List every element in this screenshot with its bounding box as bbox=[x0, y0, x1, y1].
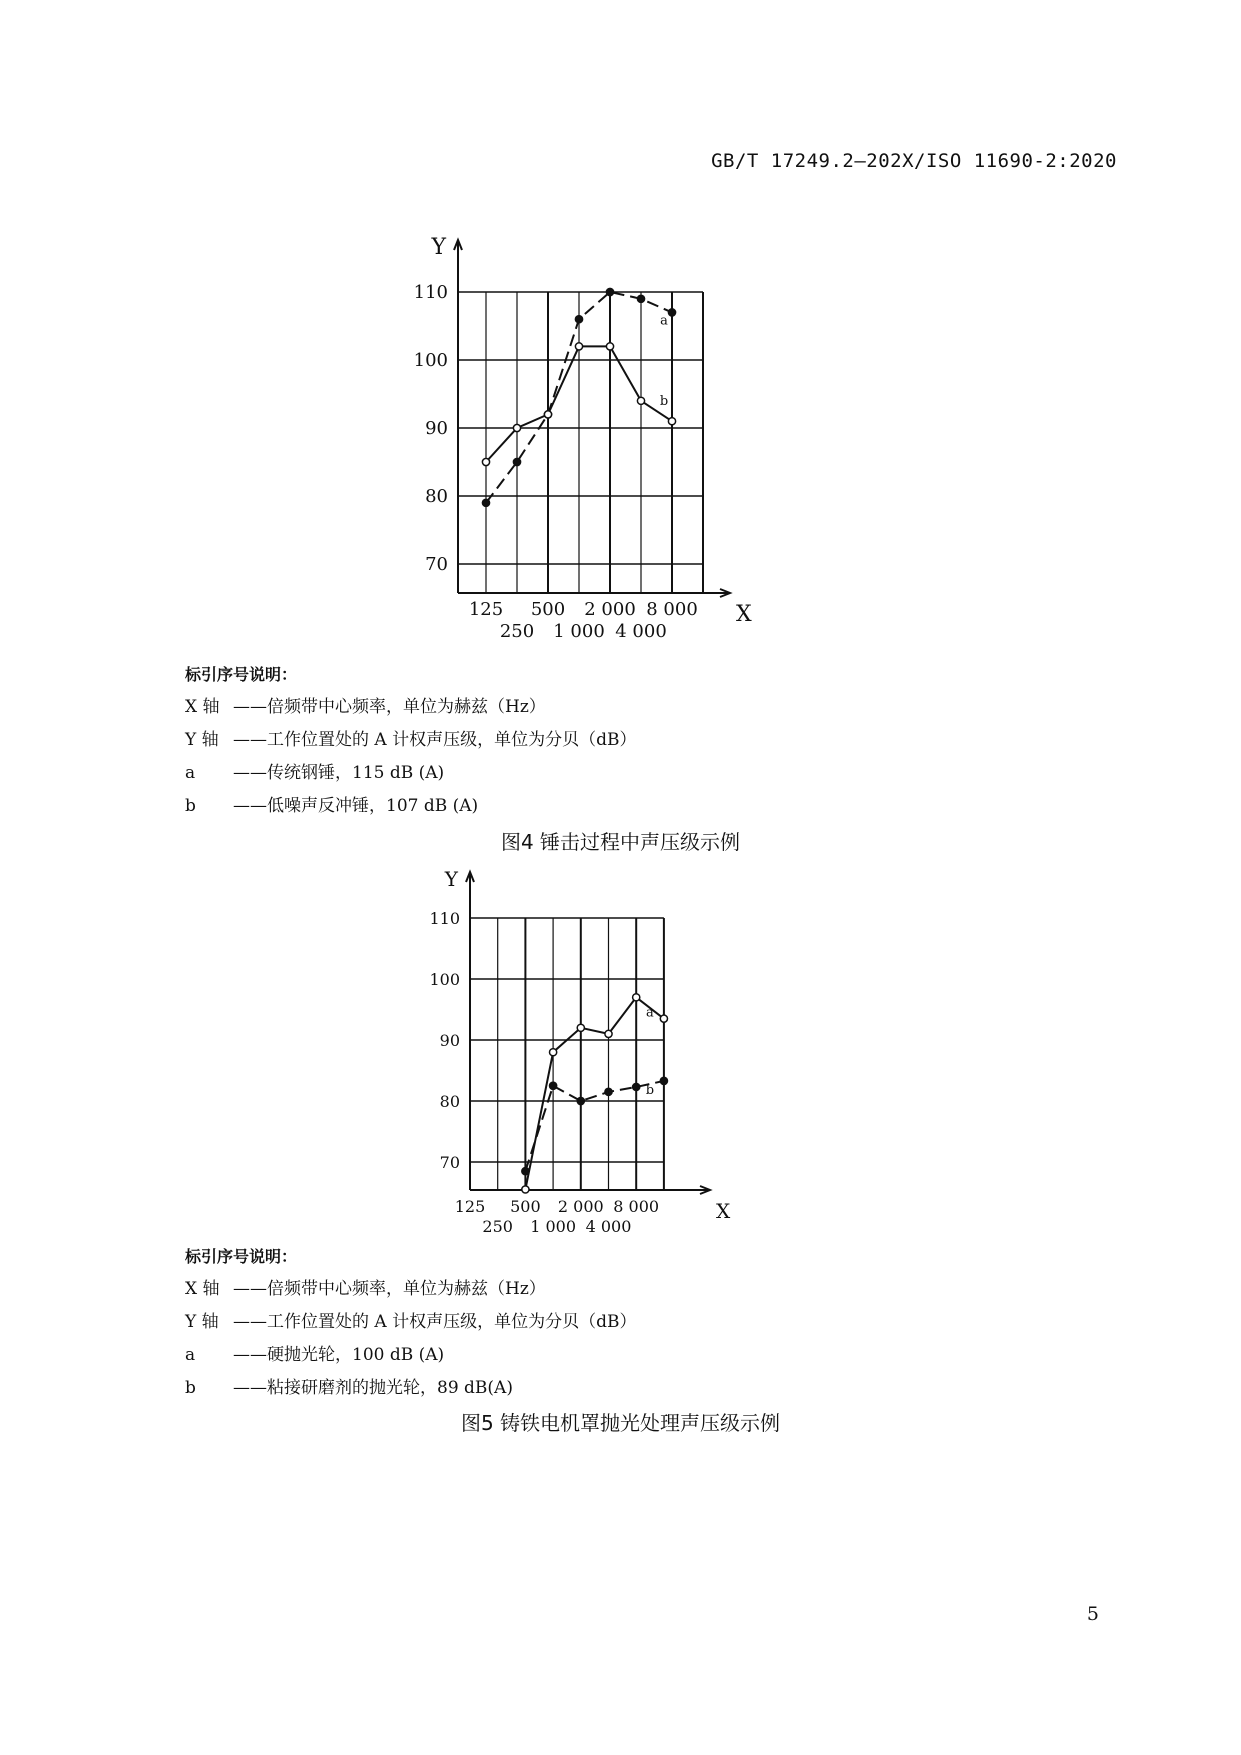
data-point-b bbox=[637, 397, 644, 404]
y-axis-label: Y bbox=[431, 235, 446, 260]
y-tick-label: 90 bbox=[439, 1031, 460, 1050]
figure4-chart bbox=[400, 228, 760, 658]
legend-key: b bbox=[185, 1378, 196, 1398]
data-point-a bbox=[633, 994, 640, 1001]
legend-key: Y 轴 bbox=[185, 1312, 219, 1332]
page-number: 5 bbox=[1086, 1603, 1099, 1625]
legend-item-x bbox=[185, 691, 636, 724]
x-axis-label: X bbox=[716, 1199, 731, 1223]
data-point-a bbox=[575, 316, 582, 323]
data-point-a bbox=[577, 1024, 584, 1031]
x-tick-label: 125 bbox=[454, 1197, 486, 1216]
x-tick-label: 4 000 bbox=[615, 621, 667, 642]
x-tick-label: 500 bbox=[530, 599, 566, 620]
y-tick-label: 80 bbox=[425, 486, 448, 507]
x-tick-label: 500 bbox=[510, 1197, 541, 1216]
x-tick-label: 2 000 bbox=[584, 599, 636, 620]
x-tick-label: 250 bbox=[499, 621, 535, 642]
y-tick-label: 110 bbox=[429, 909, 460, 928]
data-point-b bbox=[633, 1083, 640, 1090]
x-tick-label: 8 000 bbox=[613, 1197, 660, 1216]
legend-text: ——倍频带中心频率，单位为赫兹（Hz） bbox=[233, 1279, 546, 1299]
data-point-b bbox=[482, 458, 489, 465]
legend-key: X 轴 bbox=[185, 697, 220, 717]
data-point-b bbox=[544, 411, 551, 418]
data-point-b bbox=[668, 418, 675, 425]
x-tick-label: 8 000 bbox=[646, 599, 698, 620]
legend-item-b bbox=[185, 790, 636, 823]
y-tick-label: 110 bbox=[413, 282, 448, 303]
data-point-a bbox=[660, 1015, 667, 1022]
data-point-b bbox=[577, 1097, 584, 1104]
x-tick-label: 1 000 bbox=[553, 621, 605, 642]
series-line-b bbox=[525, 1081, 664, 1171]
x-tick-label: 1 000 bbox=[530, 1217, 577, 1236]
figure5-caption: 图5 铸铁电机罩抛光处理声压级示例 bbox=[460, 1411, 781, 1435]
y-tick-label: 80 bbox=[439, 1092, 460, 1111]
y-tick-label: 90 bbox=[425, 418, 448, 439]
data-point-a bbox=[550, 1049, 557, 1056]
series-label-b: b bbox=[645, 1082, 655, 1098]
legend-title: 标引序号说明： bbox=[185, 665, 298, 684]
x-tick-label: 125 bbox=[468, 599, 504, 620]
data-point-a bbox=[605, 1030, 612, 1037]
figure5-chart bbox=[400, 862, 760, 1242]
data-point-a bbox=[668, 309, 675, 316]
figure5-chart-svg bbox=[400, 862, 760, 1242]
legend-text: ——粘接研磨剂的抛光轮，89 dB(A) bbox=[233, 1378, 513, 1398]
data-point-a bbox=[513, 458, 520, 465]
data-point-a bbox=[606, 288, 613, 295]
legend-item-y bbox=[185, 724, 636, 757]
series-line-a bbox=[525, 997, 664, 1189]
figure4-caption: 图4 锤击过程中声压级示例 bbox=[500, 830, 741, 854]
legend-key: a bbox=[185, 1345, 196, 1365]
figure4-legend bbox=[185, 658, 636, 823]
y-axis-label: Y bbox=[444, 867, 458, 891]
data-point-b bbox=[605, 1088, 612, 1095]
series-label-a: a bbox=[660, 313, 668, 329]
figure5-legend bbox=[185, 1240, 636, 1405]
legend-item-a bbox=[185, 757, 636, 790]
y-tick-label: 70 bbox=[439, 1153, 460, 1172]
x-tick-label: 2 000 bbox=[557, 1197, 604, 1216]
data-point-a bbox=[522, 1186, 529, 1193]
legend-item-b bbox=[185, 1372, 636, 1405]
legend-title: 标引序号说明： bbox=[185, 1247, 298, 1266]
series-label-a: a bbox=[646, 1005, 654, 1021]
x-axis-label: X bbox=[736, 602, 752, 627]
y-tick-label: 70 bbox=[425, 554, 448, 575]
legend-key: a bbox=[185, 763, 196, 783]
x-tick-label: 250 bbox=[482, 1217, 513, 1236]
series-label-b: b bbox=[659, 394, 669, 410]
data-point-b bbox=[660, 1077, 667, 1084]
data-point-b bbox=[522, 1168, 529, 1175]
legend-text: ——工作位置处的 A 计权声压级，单位为分贝（dB） bbox=[233, 730, 637, 750]
standard-code: GB/T 17249.2—202X/ISO 11690-2:2020 bbox=[711, 150, 1117, 172]
data-point-b bbox=[606, 343, 613, 350]
legend-item-x bbox=[185, 1273, 636, 1306]
figure4-chart-svg bbox=[400, 228, 760, 658]
y-tick-label: 100 bbox=[413, 350, 448, 371]
data-point-a bbox=[482, 499, 489, 506]
legend-key: X 轴 bbox=[185, 1279, 220, 1299]
y-tick-label: 100 bbox=[429, 970, 460, 989]
data-point-b bbox=[513, 424, 520, 431]
legend-text: ——工作位置处的 A 计权声压级，单位为分贝（dB） bbox=[233, 1312, 637, 1332]
legend-text: ——倍频带中心频率，单位为赫兹（Hz） bbox=[233, 697, 546, 717]
data-point-b bbox=[575, 343, 582, 350]
legend-item-y bbox=[185, 1306, 636, 1339]
data-point-a bbox=[637, 295, 644, 302]
data-point-b bbox=[550, 1082, 557, 1089]
x-tick-label: 4 000 bbox=[585, 1217, 632, 1236]
legend-text: ——传统钢锤，115 dB (A) bbox=[233, 763, 445, 783]
legend-key: Y 轴 bbox=[185, 730, 219, 750]
legend-text: ——低噪声反冲锤，107 dB (A) bbox=[233, 796, 479, 816]
legend-key: b bbox=[185, 796, 196, 816]
legend-item-a bbox=[185, 1339, 636, 1372]
legend-text: ——硬抛光轮，100 dB (A) bbox=[233, 1345, 445, 1365]
